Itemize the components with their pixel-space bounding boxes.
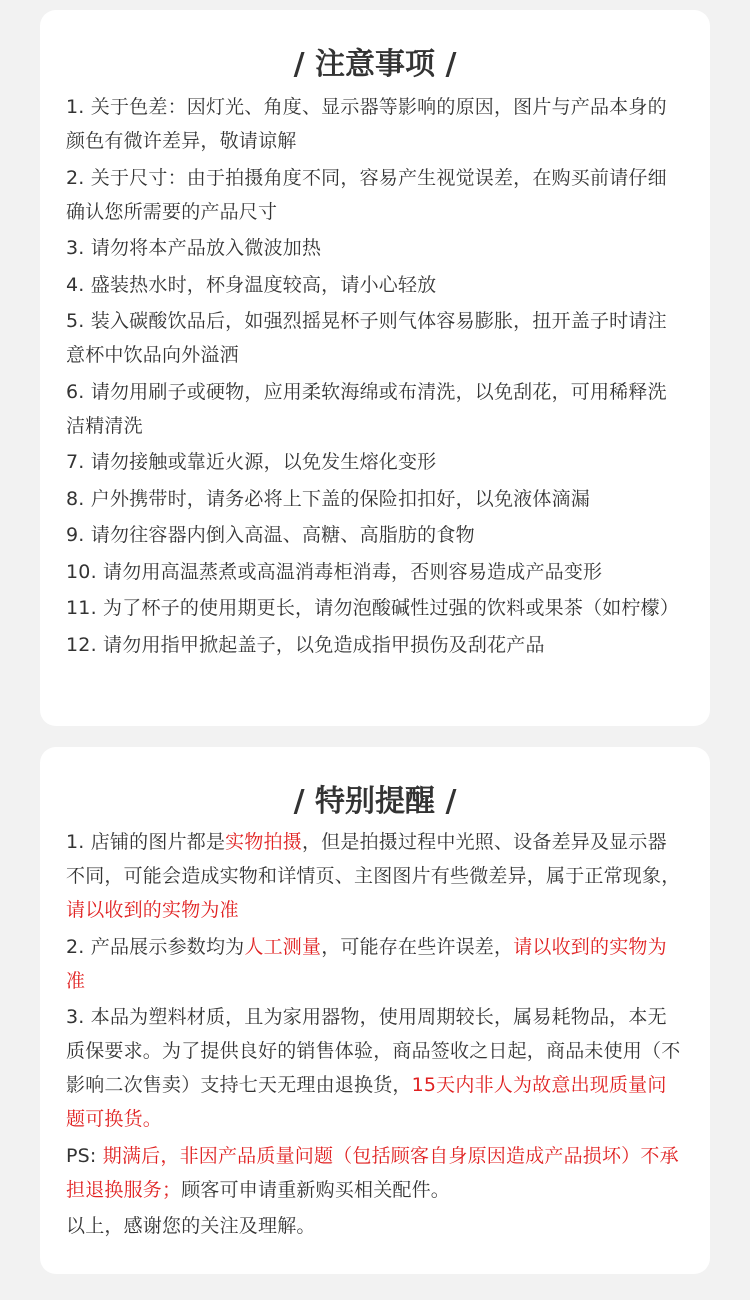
reminder-ps-label: PS: bbox=[66, 1144, 103, 1167]
reminder-item-ps bbox=[66, 1139, 684, 1207]
notes-card bbox=[40, 10, 710, 726]
notes-item-5: 5. 装入碳酸饮品后，如强烈摇晃杯子则气体容易膨胀，扭开盖子时请注意杯中饮品向外溢洒 bbox=[66, 310, 667, 366]
notes-item-4: 4. 盛装热水时，杯身温度较高，请小心轻放 bbox=[66, 273, 437, 296]
reminder-item-1 bbox=[66, 825, 684, 927]
reminder-item-1-highlight-d: 请以收到的实物为准 bbox=[66, 899, 239, 921]
reminder-item-1-text-a: 1. 店铺的图片都是 bbox=[66, 831, 226, 853]
reminder-item-3-highlight-b: 15天内非人为故意出现质量问题可换货。 bbox=[66, 1074, 667, 1130]
reminder-item-3 bbox=[66, 1000, 684, 1136]
reminder-title: / 特别提醒 / bbox=[293, 784, 457, 819]
notes-item-3: 3. 请勿将本产品放入微波加热 bbox=[66, 237, 322, 259]
notes-list bbox=[66, 90, 684, 662]
reminder-ps-text: 顾客可申请重新购买相关配件。 bbox=[181, 1178, 451, 1201]
notes-item-11: 11. 为了杯子的使用期更长，请勿泡酸碱性过强的饮料或果茶（如柠檬） bbox=[66, 597, 680, 619]
reminder-item-1-text-c: ，但是拍摄过程中光照、设备差异及显示器不同，可能会造成实物和详情页、主图图片有些微差异，属于正常现象， bbox=[66, 831, 681, 887]
reminder-item-3-text-a: 3. 本品为塑料材质，且为家用器物，使用周期较长，属易耗物品，本无质保要求。为了提供良好的销售体验，商品签收之日起，商品未使用（不影响二次售卖）支持七天无理由退换货， bbox=[66, 1006, 681, 1096]
notes-item-10: 10. 请勿用高温蒸煮或高温消毒柜消毒，否则容易造成产品变形 bbox=[66, 560, 603, 583]
notes-item-12: 12. 请勿用指甲掀起盖子，以免造成指甲损伤及刮花产品 bbox=[66, 633, 545, 656]
reminder-item-2-text-a: 2. 产品展示参数均为 bbox=[66, 935, 245, 958]
notes-item-8: 8. 户外携带时，请务必将上下盖的保险扣扣好，以免液体滴漏 bbox=[66, 487, 590, 510]
reminder-list bbox=[66, 825, 684, 1243]
reminder-ps-highlight: 期满后，非因产品质量问题（包括顾客自身原因造成产品损坏）不承担退换服务； bbox=[66, 1144, 679, 1201]
reminder-item-2-text-c: ，可能存在些许误差， bbox=[321, 935, 514, 958]
reminder-item-1-highlight-b: 实物拍摄 bbox=[225, 831, 302, 853]
reminder-item-2-highlight-d: 请以收到的实物为准 bbox=[66, 935, 667, 992]
notes-item-7: 7. 请勿接触或靠近火源，以免发生熔化变形 bbox=[66, 451, 437, 473]
reminder-closing: 以上，感谢您的关注及理解。 bbox=[66, 1215, 316, 1237]
reminder-card bbox=[40, 747, 710, 1274]
notes-item-1: 1. 关于色差：因灯光、角度、显示器等影响的原因，图片与产品本身的颜色有微许差异，敬请谅解 bbox=[66, 96, 667, 152]
reminder-item-2-highlight-b: 人工测量 bbox=[244, 935, 322, 958]
notes-item-2: 2. 关于尺寸：由于拍摄角度不同，容易产生视觉误差，在购买前请仔细确认您所需要的产品尺寸 bbox=[66, 166, 667, 223]
notes-title: / 注意事项 / bbox=[293, 47, 457, 82]
notes-item-9: 9. 请勿往容器内倒入高温、高糖、高脂肪的食物 bbox=[66, 524, 475, 546]
notes-item-6: 6. 请勿用刷子或硬物，应用柔软海绵或布清洗，以免刮花，可用稀释洗洁精清洗 bbox=[66, 380, 667, 437]
reminder-item-2 bbox=[66, 930, 684, 998]
